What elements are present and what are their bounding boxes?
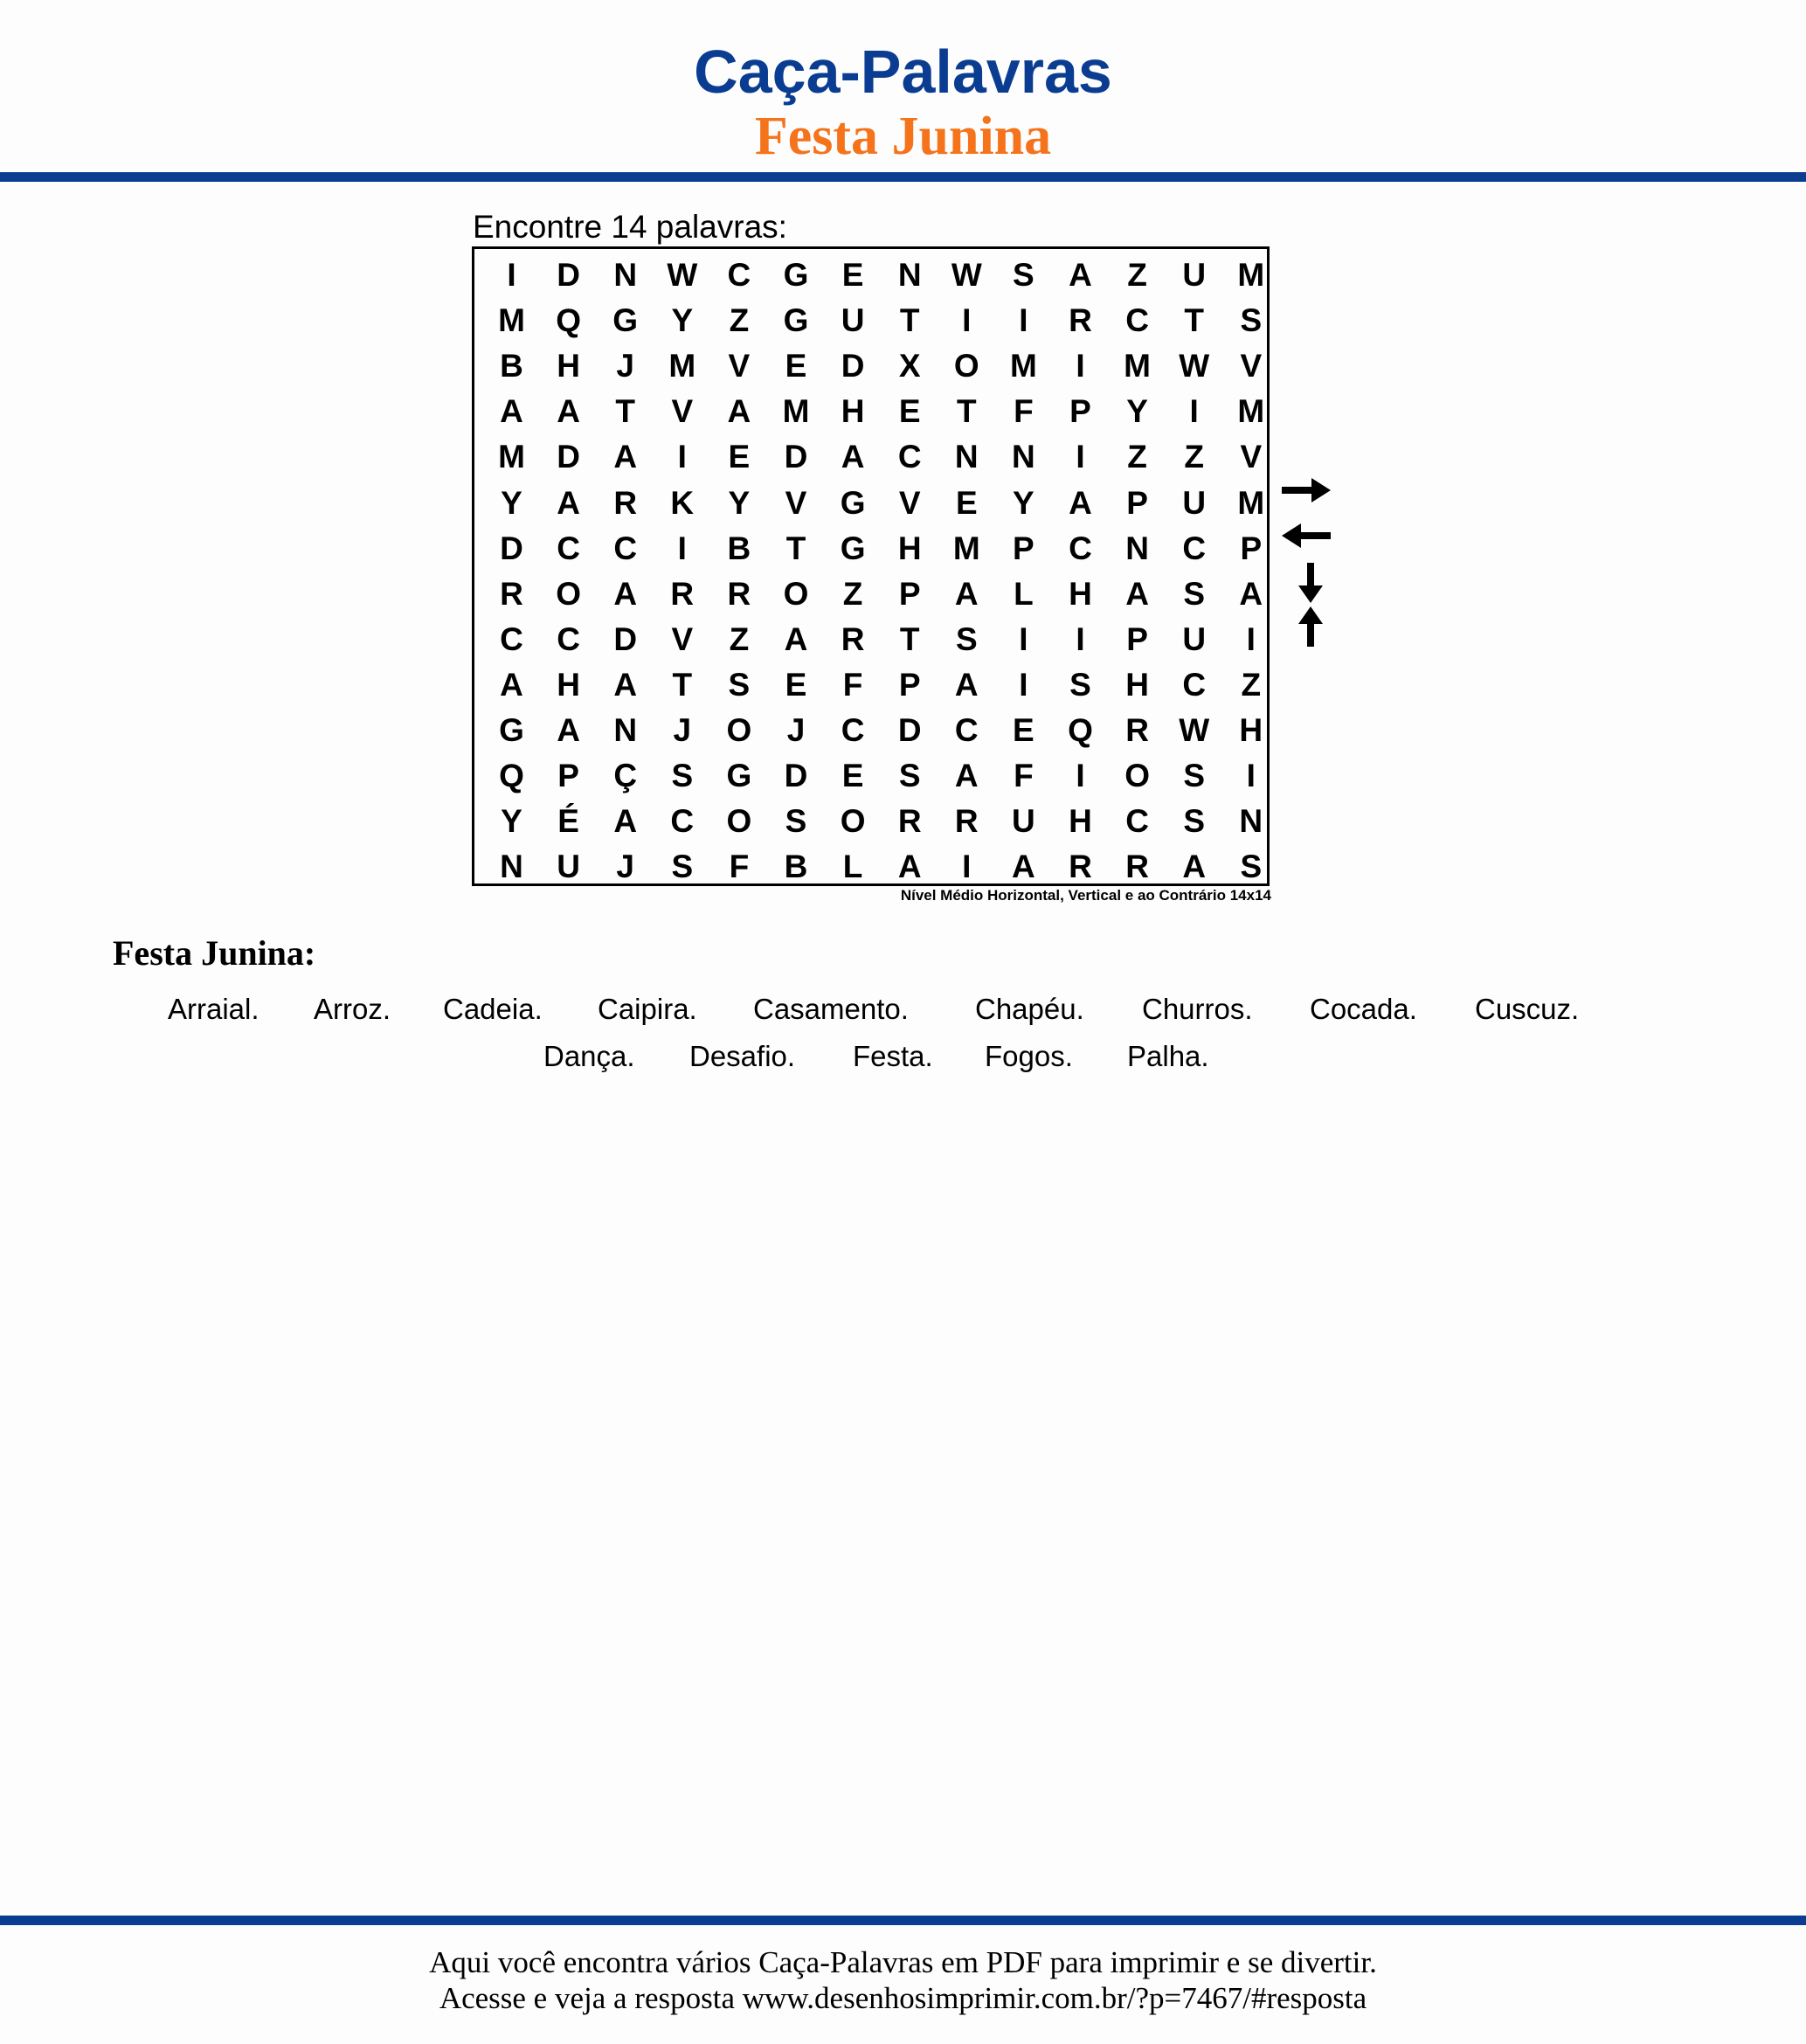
grid-cell: R xyxy=(841,620,865,657)
grid-cell: T xyxy=(899,620,920,657)
grid-cell: V xyxy=(1240,439,1263,475)
grid-cell: Y xyxy=(1126,393,1148,430)
grid-cell: O xyxy=(556,575,581,612)
word-item: Cocada. xyxy=(1310,993,1417,1025)
grid-cell: Z xyxy=(1127,439,1147,475)
grid-cell: A xyxy=(954,575,979,612)
grid-cell: H xyxy=(557,666,580,703)
grid-cell: V xyxy=(728,348,751,385)
word-item: Fogos. xyxy=(985,1040,1073,1072)
grid-cell: Y xyxy=(1013,484,1034,521)
grid-cell: N xyxy=(613,712,638,748)
grid-cell: C xyxy=(613,530,638,566)
grid-cell: S xyxy=(728,666,751,703)
grid-cell: I xyxy=(1076,620,1085,657)
grid-cell: I xyxy=(677,530,687,566)
grid-cell: V xyxy=(671,393,694,430)
grid-cell: Y xyxy=(671,302,694,339)
grid-cell: Y xyxy=(728,484,751,521)
grid-cell: A xyxy=(557,712,580,748)
grid-cell: C xyxy=(897,439,922,475)
grid-cell: N xyxy=(897,257,922,293)
grid-cell: P xyxy=(1126,484,1148,521)
word-item: Caipira. xyxy=(598,993,697,1025)
grid-cell: Y xyxy=(501,484,522,521)
grid-cell: R xyxy=(613,484,638,521)
grid-cell: D xyxy=(500,530,523,566)
grid-cell: B xyxy=(727,530,751,566)
word-item: Churros. xyxy=(1142,993,1253,1025)
word-item: Desafio. xyxy=(689,1040,796,1072)
grid-cell: S xyxy=(1013,257,1034,293)
grid-cell: C xyxy=(841,712,865,748)
grid-cell: S xyxy=(1240,302,1263,339)
grid-cell: P xyxy=(898,575,921,612)
grid-cell: A xyxy=(784,620,808,657)
grid-cell: H xyxy=(1125,666,1149,703)
grid-cell: A xyxy=(954,666,979,703)
grid-cell: N xyxy=(1239,803,1263,840)
grid-cell: G xyxy=(783,257,809,293)
grid-cell: S xyxy=(785,803,807,840)
grid-cell: O xyxy=(783,575,809,612)
grid-cell: R xyxy=(1069,302,1092,339)
grid-cell: B xyxy=(500,348,523,385)
grid-cell: J xyxy=(616,348,634,385)
grid-cell: R xyxy=(954,803,979,840)
grid-cell: I xyxy=(1076,758,1085,794)
grid-cell: M xyxy=(498,302,525,339)
grid-cell: V xyxy=(898,484,921,521)
arrow-up-icon xyxy=(1295,605,1326,648)
grid-cell: T xyxy=(785,530,806,566)
grid-cell: I xyxy=(1076,348,1085,385)
grid-cell: E xyxy=(841,257,864,293)
grid-cell: A xyxy=(1069,257,1092,293)
word-item: Casamento. xyxy=(753,993,909,1025)
grid-cell: G xyxy=(499,712,524,748)
grid-cell: T xyxy=(1184,302,1204,339)
grid-cell: L xyxy=(1014,575,1034,612)
grid-cell: C xyxy=(1125,302,1149,339)
grid-cell: N xyxy=(613,257,638,293)
grid-cell: G xyxy=(840,530,866,566)
grid-cell: E xyxy=(728,439,751,475)
grid-cell: J xyxy=(786,712,806,748)
grid-cell: C xyxy=(954,712,979,748)
grid-cell: Z xyxy=(1184,439,1204,475)
grid-cell: E xyxy=(841,758,864,794)
grid-cell: M xyxy=(668,348,696,385)
grid-cell: D xyxy=(557,439,580,475)
grid-cell: M xyxy=(782,393,810,430)
grid-cell: A xyxy=(1069,484,1092,521)
grid-cell: C xyxy=(1125,803,1149,840)
grid-cell: F xyxy=(1014,758,1034,794)
grid-cell: W xyxy=(1179,712,1210,748)
word-item: Festa. xyxy=(853,1040,933,1072)
grid-cell: G xyxy=(726,758,752,794)
grid-cell: H xyxy=(1069,575,1092,612)
grid-cell: H xyxy=(841,393,865,430)
grid-cell: S xyxy=(1240,849,1263,885)
grid-cell: S xyxy=(955,620,978,657)
grid-cell: A xyxy=(500,666,523,703)
grid-cell: N xyxy=(500,849,523,885)
grid-cell: A xyxy=(841,439,865,475)
grid-cell: R xyxy=(727,575,751,612)
grid-cell: I xyxy=(962,849,972,885)
grid-cell: N xyxy=(1012,439,1035,475)
grid-cell: U xyxy=(557,849,580,885)
page-title: Caça-Palavras xyxy=(694,38,1112,106)
grid-cell: A xyxy=(954,758,979,794)
grid-cell: C xyxy=(557,620,580,657)
grid-cell: D xyxy=(557,257,580,293)
grid-cell: G xyxy=(840,484,866,521)
grid-cell: A xyxy=(613,803,638,840)
grid-cell: A xyxy=(557,484,580,521)
grid-cell: P xyxy=(1069,393,1091,430)
grid-cell: Z xyxy=(729,302,750,339)
grid-cell: R xyxy=(1125,712,1149,748)
grid-cell: M xyxy=(1237,393,1265,430)
grid-cell: I xyxy=(1189,393,1199,430)
grid-cell: T xyxy=(956,393,977,430)
grid-cell: H xyxy=(557,348,580,385)
word-list-heading: Festa Junina: xyxy=(113,933,316,973)
grid-cell: O xyxy=(726,712,752,748)
arrow-right-icon xyxy=(1280,475,1332,506)
grid-cell: S xyxy=(671,849,694,885)
grid-cell: I xyxy=(962,302,972,339)
grid-cell: Q xyxy=(499,758,524,794)
grid-cell: O xyxy=(726,803,752,840)
grid-cell: E xyxy=(1013,712,1034,748)
word-item: Palha. xyxy=(1127,1040,1209,1072)
grid-cell: A xyxy=(1012,849,1035,885)
grid-cell: G xyxy=(783,302,809,339)
word-item: Cadeia. xyxy=(443,993,543,1025)
grid-cell: F xyxy=(842,666,863,703)
grid-cell: Z xyxy=(1127,257,1147,293)
puzzle-instruction: Encontre 14 palavras: xyxy=(473,209,787,245)
grid-cell: N xyxy=(1125,530,1149,566)
grid-cell: E xyxy=(785,348,807,385)
grid-cell: V xyxy=(671,620,694,657)
grid-cell: C xyxy=(1069,530,1092,566)
grid-cell: Z xyxy=(842,575,863,612)
grid-cell: V xyxy=(785,484,807,521)
word-item: Cuscuz. xyxy=(1475,993,1580,1025)
grid-cell: M xyxy=(498,439,525,475)
grid-cell: A xyxy=(727,393,751,430)
grid-cell: O xyxy=(953,348,979,385)
grid-cell: Q xyxy=(556,302,581,339)
grid-cell: W xyxy=(667,257,698,293)
grid-cell: I xyxy=(1019,302,1028,339)
grid-cell: M xyxy=(1237,484,1265,521)
grid-cell: C xyxy=(1182,666,1207,703)
grid-cell: A xyxy=(1182,849,1207,885)
grid-cell: M xyxy=(1009,348,1037,385)
grid-cell: I xyxy=(677,439,687,475)
grid-cell: G xyxy=(612,302,639,339)
grid-cell: Z xyxy=(1241,666,1262,703)
grid-cell: A xyxy=(897,849,922,885)
grid-cell: L xyxy=(842,849,863,885)
grid-cell: A xyxy=(613,575,638,612)
grid-cell: W xyxy=(1179,348,1210,385)
grid-cell: S xyxy=(1183,575,1206,612)
grid-cell: X xyxy=(898,348,921,385)
grid-cell: S xyxy=(898,758,921,794)
page-subtitle: Festa Junina xyxy=(754,107,1052,166)
grid-cell: D xyxy=(784,758,808,794)
word-item: Chapéu. xyxy=(975,993,1084,1025)
grid-cell: D xyxy=(897,712,922,748)
grid-cell: U xyxy=(1012,803,1035,840)
footer-text-line2: Acesse e veja a resposta www.desenhosimprimir.com.br/?p=7467/#resposta xyxy=(439,1981,1367,2015)
grid-cell: V xyxy=(1240,348,1263,385)
grid-cell: R xyxy=(500,575,523,612)
grid-cell: O xyxy=(840,803,866,840)
grid-cell: E xyxy=(898,393,921,430)
grid-cell: P xyxy=(1126,620,1148,657)
grid-cell: Q xyxy=(1068,712,1093,748)
grid-cell: F xyxy=(1014,393,1034,430)
grid-cell: I xyxy=(507,257,516,293)
grid-cell: A xyxy=(1125,575,1149,612)
grid-cell: P xyxy=(898,666,921,703)
grid-cell: R xyxy=(1125,849,1149,885)
grid-cell: P xyxy=(1013,530,1034,566)
grid-cell: S xyxy=(671,758,694,794)
grid-cell: I xyxy=(1076,439,1085,475)
grid-cell: I xyxy=(1019,666,1028,703)
grid-cell: J xyxy=(616,849,634,885)
grid-cell: C xyxy=(500,620,523,657)
grid-cell: D xyxy=(613,620,638,657)
grid-cell: D xyxy=(841,348,865,385)
grid-cell: E xyxy=(785,666,807,703)
grid-cell: A xyxy=(613,666,638,703)
grid-cell: U xyxy=(1182,257,1207,293)
grid-cell: I xyxy=(1246,620,1256,657)
grid-cell: U xyxy=(1182,620,1207,657)
grid-cell: H xyxy=(897,530,922,566)
grid-cell: C xyxy=(670,803,695,840)
grid-cell: S xyxy=(1183,803,1206,840)
grid-cell: U xyxy=(1182,484,1207,521)
grid-cell: A xyxy=(1239,575,1263,612)
grid-cell: I xyxy=(1246,758,1256,794)
word-search-grid xyxy=(472,246,1270,886)
grid-cell: R xyxy=(897,803,922,840)
grid-cell: S xyxy=(1183,758,1206,794)
grid-cell: M xyxy=(1237,257,1265,293)
grid-cell: U xyxy=(841,302,865,339)
grid-cell: M xyxy=(952,530,980,566)
arrow-down-icon xyxy=(1295,561,1326,605)
grid-cell: A xyxy=(557,393,580,430)
grid-cell: E xyxy=(955,484,978,521)
grid-cell: B xyxy=(784,849,808,885)
grid-cell: T xyxy=(615,393,635,430)
grid-cell: T xyxy=(672,666,693,703)
grid-cell: C xyxy=(557,530,580,566)
grid-cell: C xyxy=(727,257,751,293)
grid-cell: R xyxy=(1069,849,1092,885)
grid-cell: T xyxy=(899,302,920,339)
grid-cell: O xyxy=(1124,758,1150,794)
grid-cell: F xyxy=(729,849,750,885)
grid-cell: M xyxy=(1124,348,1151,385)
grid-cell: P xyxy=(557,758,579,794)
grid-cell: I xyxy=(1019,620,1028,657)
grid-cell: J xyxy=(673,712,692,748)
word-item: Arroz. xyxy=(314,993,391,1025)
grid-cell: W xyxy=(951,257,982,293)
grid-cell: P xyxy=(1240,530,1263,566)
footer-text-line1: Aqui você encontra vários Caça-Palavras em PDF para imprimir e se divertir. xyxy=(429,1945,1377,1979)
grid-cell: A xyxy=(613,439,638,475)
grid-cell: C xyxy=(1182,530,1207,566)
word-item: Dança. xyxy=(543,1040,635,1072)
header-divider xyxy=(0,172,1806,182)
grid-cell: Ç xyxy=(613,758,638,794)
grid-cell: D xyxy=(784,439,808,475)
grid-cell: R xyxy=(670,575,695,612)
grid-cell: É xyxy=(557,803,579,840)
grid-cell: H xyxy=(1239,712,1263,748)
word-item: Arraial. xyxy=(168,993,259,1025)
grid-cell: H xyxy=(1069,803,1092,840)
grid-cell: A xyxy=(500,393,523,430)
grid-cell: Y xyxy=(501,803,522,840)
grid-cell: S xyxy=(1069,666,1091,703)
arrow-left-icon xyxy=(1280,520,1332,551)
level-note: Nível Médio Horizontal, Vertical e ao Contrário 14x14 xyxy=(900,887,1271,904)
grid-cell: N xyxy=(954,439,979,475)
grid-cell: Z xyxy=(729,620,750,657)
grid-cell: K xyxy=(670,484,695,521)
footer-divider xyxy=(0,1916,1806,1925)
